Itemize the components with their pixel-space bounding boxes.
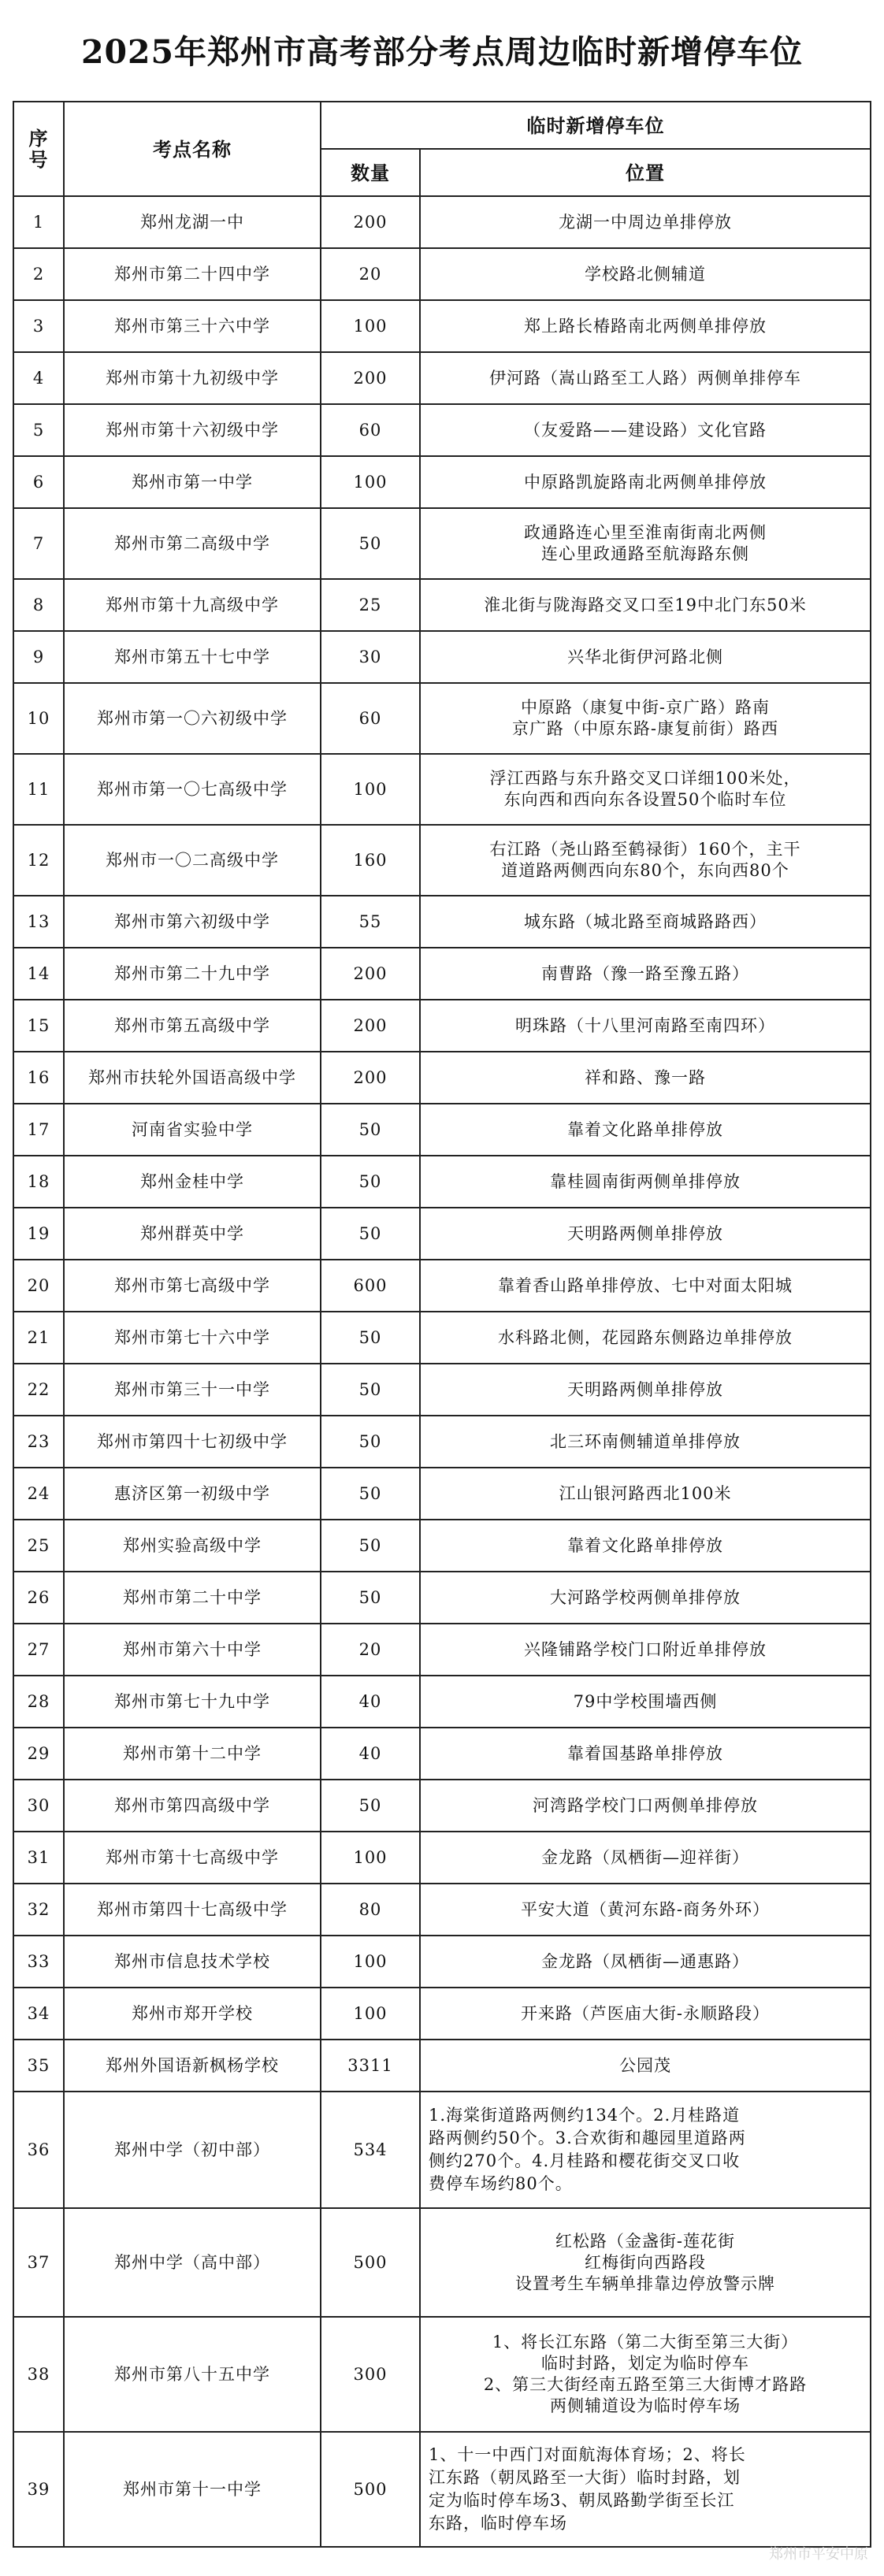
table-row xyxy=(13,1052,871,1104)
parking-count: 60 xyxy=(321,404,420,456)
exam-site-name: 郑州金桂中学 xyxy=(64,1156,321,1208)
exam-site-name: 郑州市第十七高级中学 xyxy=(64,1832,321,1884)
table-row xyxy=(13,508,871,579)
row-number: 12 xyxy=(13,825,64,896)
table-row xyxy=(13,1572,871,1624)
table-row xyxy=(13,1156,871,1208)
exam-site-name: 郑州市第六初级中学 xyxy=(64,896,321,948)
header-loc: 位置 xyxy=(420,149,871,196)
exam-site-name: 郑州市第四高级中学 xyxy=(64,1780,321,1832)
row-number: 38 xyxy=(13,2317,64,2432)
parking-location: 兴华北街伊河路北侧 xyxy=(420,631,871,683)
exam-site-name: 郑州市第二十中学 xyxy=(64,1572,321,1624)
parking-count: 40 xyxy=(321,1676,420,1728)
parking-location: 南曹路（豫一路至豫五路） xyxy=(420,948,871,1000)
parking-location: 1、将长江东路（第二大街至第三大街） 临时封路，划定为临时停车 2、第三大街经南五路至第三大街博才路路 两侧辅道设为临时停车场 xyxy=(420,2317,871,2432)
row-number: 15 xyxy=(13,1000,64,1052)
parking-location: 河湾路学校门口两侧单排停放 xyxy=(420,1780,871,1832)
row-number: 5 xyxy=(13,404,64,456)
row-number: 7 xyxy=(13,508,64,579)
parking-count: 200 xyxy=(321,948,420,1000)
exam-site-name: 郑州市第三十一中学 xyxy=(64,1364,321,1416)
parking-location: 学校路北侧辅道 xyxy=(420,248,871,300)
row-number: 26 xyxy=(13,1572,64,1624)
table-row xyxy=(13,2040,871,2092)
exam-site-name: 郑州市第七十六中学 xyxy=(64,1312,321,1364)
exam-site-name: 郑州市第十九初级中学 xyxy=(64,352,321,404)
table-row xyxy=(13,1208,871,1260)
parking-count: 100 xyxy=(321,300,420,352)
parking-count: 20 xyxy=(321,248,420,300)
exam-site-name: 郑州市第二十九中学 xyxy=(64,948,321,1000)
parking-count: 500 xyxy=(321,2208,420,2317)
parking-location: 伊河路（嵩山路至工人路）两侧单排停车 xyxy=(420,352,871,404)
table-body xyxy=(13,196,871,2547)
parking-count: 100 xyxy=(321,754,420,825)
parking-count: 50 xyxy=(321,1572,420,1624)
table-row xyxy=(13,1260,871,1312)
header-qty: 数量 xyxy=(321,149,420,196)
table-row xyxy=(13,579,871,631)
table-row xyxy=(13,1884,871,1936)
parking-location: 靠着文化路单排停放 xyxy=(420,1104,871,1156)
row-number: 20 xyxy=(13,1260,64,1312)
parking-location: 平安大道（黄河东路-商务外环） xyxy=(420,1884,871,1936)
parking-location: 79中学校围墙西侧 xyxy=(420,1676,871,1728)
table-row xyxy=(13,1676,871,1728)
parking-count: 200 xyxy=(321,1000,420,1052)
parking-location: 靠桂圆南街两侧单排停放 xyxy=(420,1156,871,1208)
parking-location: 龙湖一中周边单排停放 xyxy=(420,196,871,248)
row-number: 13 xyxy=(13,896,64,948)
parking-count: 50 xyxy=(321,1104,420,1156)
row-number: 39 xyxy=(13,2432,64,2547)
table-row xyxy=(13,683,871,754)
parking-location: 靠着国基路单排停放 xyxy=(420,1728,871,1780)
parking-location: 大河路学校两侧单排停放 xyxy=(420,1572,871,1624)
exam-site-name: 郑州市第十一中学 xyxy=(64,2432,321,2547)
table-row xyxy=(13,1728,871,1780)
row-number: 24 xyxy=(13,1468,64,1520)
header-no: 序号 xyxy=(13,102,64,196)
row-number: 23 xyxy=(13,1416,64,1468)
row-number: 36 xyxy=(13,2092,64,2208)
exam-site-name: 郑州群英中学 xyxy=(64,1208,321,1260)
table-row xyxy=(13,248,871,300)
exam-site-name: 郑州市第十二中学 xyxy=(64,1728,321,1780)
row-number: 9 xyxy=(13,631,64,683)
row-number: 19 xyxy=(13,1208,64,1260)
parking-count: 60 xyxy=(321,683,420,754)
parking-location: 水科路北侧，花园路东侧路边单排停放 xyxy=(420,1312,871,1364)
table-row xyxy=(13,1520,871,1572)
row-number: 8 xyxy=(13,579,64,631)
parking-count: 20 xyxy=(321,1624,420,1676)
table-row xyxy=(13,1364,871,1416)
exam-site-name: 郑州市第四十七高级中学 xyxy=(64,1884,321,1936)
exam-site-name: 郑州市扶轮外国语高级中学 xyxy=(64,1052,321,1104)
table-row xyxy=(13,404,871,456)
table-row xyxy=(13,1104,871,1156)
table-row xyxy=(13,2432,871,2547)
parking-location: 天明路两侧单排停放 xyxy=(420,1364,871,1416)
table-row xyxy=(13,1468,871,1520)
table-row xyxy=(13,631,871,683)
parking-location: 城东路（城北路至商城路路西） xyxy=(420,896,871,948)
parking-location: 淮北街与陇海路交叉口至19中北门东50米 xyxy=(420,579,871,631)
table-row xyxy=(13,1832,871,1884)
exam-site-name: 郑州市一〇二高级中学 xyxy=(64,825,321,896)
parking-count: 200 xyxy=(321,196,420,248)
parking-count: 50 xyxy=(321,1156,420,1208)
parking-location: 明珠路（十八里河南路至南四环） xyxy=(420,1000,871,1052)
table-row xyxy=(13,754,871,825)
parking-count: 40 xyxy=(321,1728,420,1780)
row-number: 3 xyxy=(13,300,64,352)
table-row xyxy=(13,1936,871,1988)
row-number: 31 xyxy=(13,1832,64,1884)
exam-site-name: 郑州市第一〇六初级中学 xyxy=(64,683,321,754)
table-row xyxy=(13,1624,871,1676)
parking-count: 50 xyxy=(321,1364,420,1416)
parking-location: 江山银河路西北100米 xyxy=(420,1468,871,1520)
row-number: 32 xyxy=(13,1884,64,1936)
table-row xyxy=(13,1000,871,1052)
parking-location: 靠着文化路单排停放 xyxy=(420,1520,871,1572)
row-number: 29 xyxy=(13,1728,64,1780)
parking-location: 1、十一中西门对面航海体育场；2、将长 江东路（朝凤路至一大街）临时封路，划 定为临时停车场3、朝凤路勤学街至长江 东路，临时停车场 xyxy=(420,2432,871,2547)
row-number: 25 xyxy=(13,1520,64,1572)
row-number: 4 xyxy=(13,352,64,404)
page-title: 2025年郑州市高考部分考点周边临时新增停车位 xyxy=(80,33,804,71)
table-row xyxy=(13,896,871,948)
parking-count: 534 xyxy=(321,2092,420,2208)
table-row xyxy=(13,1416,871,1468)
parking-count: 50 xyxy=(321,1780,420,1832)
parking-table xyxy=(13,101,871,2548)
exam-site-name: 郑州市第七十九中学 xyxy=(64,1676,321,1728)
exam-site-name: 郑州市第一中学 xyxy=(64,456,321,508)
exam-site-name: 郑州龙湖一中 xyxy=(64,196,321,248)
parking-count: 50 xyxy=(321,1520,420,1572)
row-number: 10 xyxy=(13,683,64,754)
row-number: 11 xyxy=(13,754,64,825)
header-name: 考点名称 xyxy=(64,102,321,196)
exam-site-name: 郑州市第三十六中学 xyxy=(64,300,321,352)
table-row xyxy=(13,456,871,508)
row-number: 6 xyxy=(13,456,64,508)
parking-count: 50 xyxy=(321,1208,420,1260)
exam-site-name: 郑州市第四十七初级中学 xyxy=(64,1416,321,1468)
parking-location: 政通路连心里至淮南街南北两侧 连心里政通路至航海路东侧 xyxy=(420,508,871,579)
parking-count: 50 xyxy=(321,508,420,579)
row-number: 33 xyxy=(13,1936,64,1988)
watermark: 郑州市平安中原 xyxy=(769,2546,868,2563)
exam-site-name: 河南省实验中学 xyxy=(64,1104,321,1156)
row-number: 34 xyxy=(13,1988,64,2040)
table-row xyxy=(13,1988,871,2040)
parking-location: 金龙路（凤栖街—通惠路） xyxy=(420,1936,871,1988)
table-row xyxy=(13,825,871,896)
table-row xyxy=(13,196,871,248)
exam-site-name: 郑州市第八十五中学 xyxy=(64,2317,321,2432)
exam-site-name: 郑州市第一〇七高级中学 xyxy=(64,754,321,825)
parking-location: 靠着香山路单排停放、七中对面太阳城 xyxy=(420,1260,871,1312)
parking-location: 金龙路（凤栖街—迎祥街） xyxy=(420,1832,871,1884)
row-number: 1 xyxy=(13,196,64,248)
exam-site-name: 郑州市第六十中学 xyxy=(64,1624,321,1676)
row-number: 35 xyxy=(13,2040,64,2092)
parking-count: 300 xyxy=(321,2317,420,2432)
parking-count: 100 xyxy=(321,1832,420,1884)
parking-location: 右江路（尧山路至鹤禄街）160个，主干 道道路两侧西向东80个，东向西80个 xyxy=(420,825,871,896)
exam-site-name: 郑州中学（高中部） xyxy=(64,2208,321,2317)
exam-site-name: 郑州市第七高级中学 xyxy=(64,1260,321,1312)
parking-location: （友爱路——建设路）文化官路 xyxy=(420,404,871,456)
exam-site-name: 郑州市郑开学校 xyxy=(64,1988,321,2040)
row-number: 18 xyxy=(13,1156,64,1208)
parking-location: 中原路（康复中街-京广路）路南 京广路（中原东路-康复前街）路西 xyxy=(420,683,871,754)
parking-location: 郑上路长椿路南北两侧单排停放 xyxy=(420,300,871,352)
row-number: 14 xyxy=(13,948,64,1000)
parking-count: 80 xyxy=(321,1884,420,1936)
table-row xyxy=(13,1780,871,1832)
row-number: 16 xyxy=(13,1052,64,1104)
exam-site-name: 郑州中学（初中部） xyxy=(64,2092,321,2208)
table-row xyxy=(13,2317,871,2432)
row-number: 27 xyxy=(13,1624,64,1676)
row-number: 37 xyxy=(13,2208,64,2317)
table-row xyxy=(13,1312,871,1364)
parking-location: 1.海棠街道路两侧约134个。2.月桂路道 路两侧约50个。3.合欢街和趣园里道路两 侧约270个。4.月桂路和樱花街交叉口收 费停车场约80个。 xyxy=(420,2092,871,2208)
parking-count: 100 xyxy=(321,1988,420,2040)
parking-count: 30 xyxy=(321,631,420,683)
parking-location: 浮江西路与东升路交叉口详细100米处， 东向西和西向东各设置50个临时车位 xyxy=(420,754,871,825)
exam-site-name: 郑州市第十六初级中学 xyxy=(64,404,321,456)
parking-count: 160 xyxy=(321,825,420,896)
exam-site-name: 郑州市第二高级中学 xyxy=(64,508,321,579)
parking-count: 50 xyxy=(321,1468,420,1520)
row-number: 22 xyxy=(13,1364,64,1416)
exam-site-name: 郑州市信息技术学校 xyxy=(64,1936,321,1988)
parking-location: 祥和路、豫一路 xyxy=(420,1052,871,1104)
table-row xyxy=(13,2092,871,2208)
table-row xyxy=(13,300,871,352)
exam-site-name: 郑州实验高级中学 xyxy=(64,1520,321,1572)
parking-location: 开来路（芦医庙大街-永顺路段） xyxy=(420,1988,871,2040)
parking-count: 55 xyxy=(321,896,420,948)
row-number: 2 xyxy=(13,248,64,300)
exam-site-name: 郑州市第十九高级中学 xyxy=(64,579,321,631)
parking-location: 北三环南侧辅道单排停放 xyxy=(420,1416,871,1468)
parking-count: 500 xyxy=(321,2432,420,2547)
exam-site-name: 惠济区第一初级中学 xyxy=(64,1468,321,1520)
exam-site-name: 郑州市第五高级中学 xyxy=(64,1000,321,1052)
row-number: 28 xyxy=(13,1676,64,1728)
row-number: 17 xyxy=(13,1104,64,1156)
parking-count: 600 xyxy=(321,1260,420,1312)
parking-location: 中原路凯旋路南北两侧单排停放 xyxy=(420,456,871,508)
parking-location: 天明路两侧单排停放 xyxy=(420,1208,871,1260)
exam-site-name: 郑州外国语新枫杨学校 xyxy=(64,2040,321,2092)
parking-count: 100 xyxy=(321,456,420,508)
table-row xyxy=(13,2208,871,2317)
table-row xyxy=(13,352,871,404)
parking-count: 50 xyxy=(321,1312,420,1364)
row-number: 21 xyxy=(13,1312,64,1364)
header-group: 临时新增停车位 xyxy=(321,102,871,149)
parking-count: 25 xyxy=(321,579,420,631)
parking-count: 200 xyxy=(321,1052,420,1104)
parking-location: 红松路（金盏街-莲花街 红梅街向西路段 设置考生车辆单排靠边停放警示牌 xyxy=(420,2208,871,2317)
parking-count: 100 xyxy=(321,1936,420,1988)
parking-location: 兴隆铺路学校门口附近单排停放 xyxy=(420,1624,871,1676)
parking-count: 50 xyxy=(321,1416,420,1468)
parking-count: 3311 xyxy=(321,2040,420,2092)
exam-site-name: 郑州市第二十四中学 xyxy=(64,248,321,300)
row-number: 30 xyxy=(13,1780,64,1832)
parking-location: 公园茂 xyxy=(420,2040,871,2092)
table-row xyxy=(13,948,871,1000)
parking-count: 200 xyxy=(321,352,420,404)
exam-site-name: 郑州市第五十七中学 xyxy=(64,631,321,683)
